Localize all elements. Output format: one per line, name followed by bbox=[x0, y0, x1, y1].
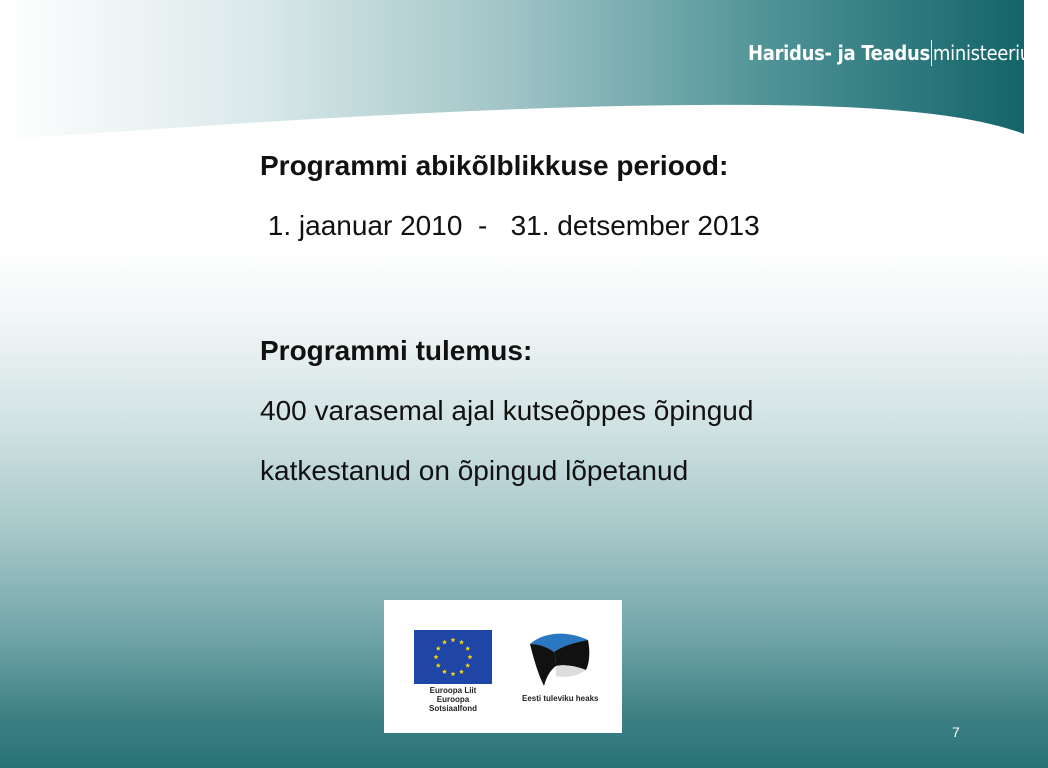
eu-flag-icon bbox=[414, 630, 492, 684]
page-number: 7 bbox=[952, 724, 960, 740]
ministry-name-bold: Haridus- ja Teadus bbox=[748, 41, 930, 65]
eu-caption-line-2: Euroopa Sotsiaalfond bbox=[428, 695, 477, 713]
estonia-swallow-icon bbox=[526, 630, 592, 690]
ministry-logo-text bbox=[748, 40, 1048, 66]
result-heading: Programmi tulemus: bbox=[260, 335, 533, 366]
header-banner bbox=[0, 0, 1024, 150]
ministry-name-light: ministeerium bbox=[932, 41, 1048, 65]
period-heading: Programmi abikõlblikkuse periood: bbox=[260, 150, 729, 181]
eu-caption bbox=[413, 686, 493, 713]
result-line-1: 400 varasemal ajal kutseõppes õpingud bbox=[260, 395, 754, 426]
ministry-divider bbox=[931, 40, 932, 66]
result-line-2: katkestanud on õpingud lõpetanud bbox=[260, 455, 689, 486]
eu-caption-line-1: Euroopa Liit bbox=[429, 686, 477, 695]
ee-caption: Eesti tuleviku heaks bbox=[522, 694, 599, 703]
funding-logos bbox=[384, 600, 622, 733]
period-value: 1. jaanuar 2010 - 31. detsember 2013 bbox=[260, 210, 760, 241]
